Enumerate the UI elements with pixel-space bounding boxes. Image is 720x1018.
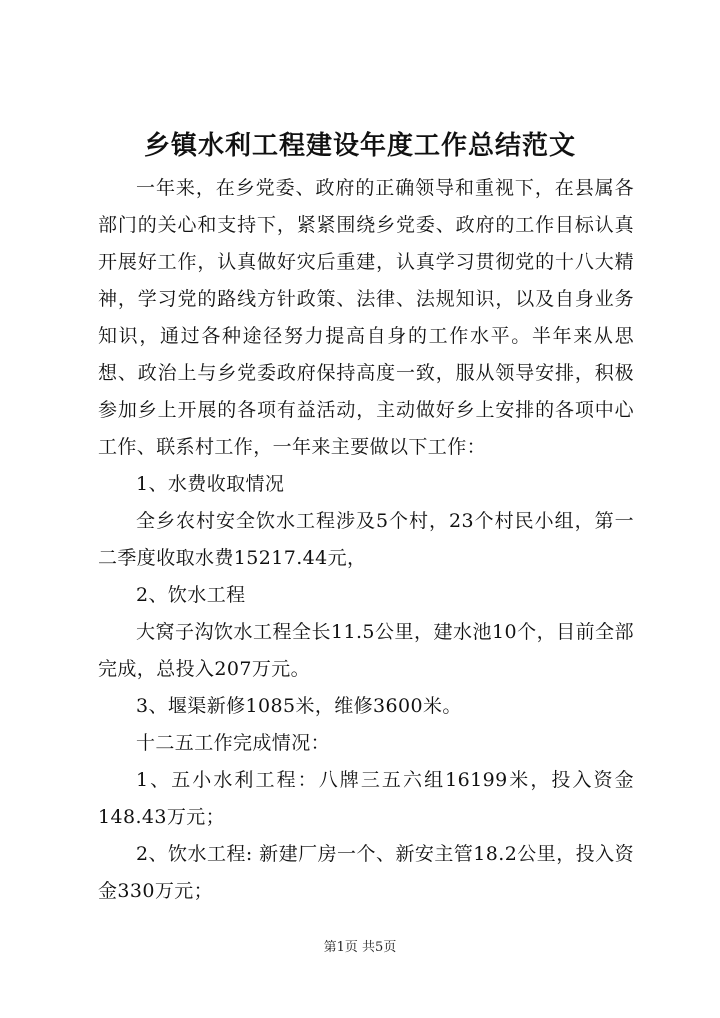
- heading-water-fee: 1、水费收取情况: [136, 473, 285, 495]
- document-body: [98, 170, 634, 910]
- paragraph-drinking-water-project: 2、饮水工程: 新建厂房一个、新安主管18.2公里，投入资金330万元；: [98, 843, 634, 902]
- heading-drinking-water: 2、饮水工程: [136, 584, 246, 606]
- paragraph-small-water-projects: 1、五小水利工程：八牌三五六组16199米，投入资金148.43万元；: [98, 769, 634, 828]
- paragraph-intro: 一年来，在乡党委、政府的正确领导和重视下，在县属各部门的关心和支持下，紧紧围绕乡党委、政府的工作目标认真开展好工作，认真做好灾后重建，认真学习贯彻党的十八大精神，学习党的路线方针政策、法律、法规知识，以及自身业务知识，通过各种途径努力提高自身的工作水平。半年来从思想、政治上与乡党委政府保持高度一致，服从领导安排，积极参加乡上开展的各项有益活动，主动做好乡上安排的各项中心工作、联系村工作，一年来主要做以下工作：: [98, 177, 634, 458]
- paragraph-water-fee: 全乡农村安全饮水工程涉及5个村，23个村民小组，第一二季度收取水费15217.44元，: [98, 510, 634, 569]
- paragraph-canal: 3、堰渠新修1085米，维修3600米。: [136, 695, 462, 717]
- heading-five-year-plan: 十二五工作完成情况：: [136, 732, 331, 754]
- paragraph-drinking-water: 大窝子沟饮水工程全长11.5公里，建水池10个，目前全部完成，总投入207万元。: [98, 621, 634, 680]
- document-title: 乡镇水利工程建设年度工作总结范文: [143, 131, 576, 161]
- page-number: 第1页 共5页: [323, 940, 397, 955]
